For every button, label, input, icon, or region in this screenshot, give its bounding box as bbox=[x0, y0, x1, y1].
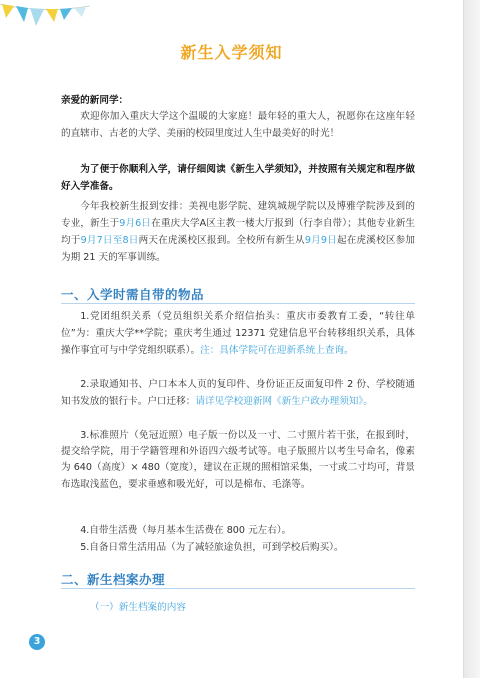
intro-paragraph-2: 为了便于你顺利入学，请仔细阅读《新生入学须知》，并按照有关规定和程序做好入学准备。 bbox=[61, 164, 415, 192]
greeting: 亲爱的新同学： bbox=[61, 95, 129, 106]
page-title: 新生入学须知 bbox=[180, 43, 283, 62]
item-1-text: 1.党团组织关系（党员组织关系介绍信抬头：重庆市委教育工委，“转往单位”为：重庆大学**学院；重庆考生通过 12371 党建信息平台转移组织关系，具体操作事宜可与中学党组织联系）。 bbox=[61, 311, 415, 356]
section-heading-2: 二、新生档案办理 bbox=[61, 572, 166, 587]
date-highlight-3: 9月9日 bbox=[304, 235, 337, 246]
item-2-note: 请详见学校迎新网《新生户政办理须知》。 bbox=[195, 396, 373, 407]
date-highlight-1: 9月6日 bbox=[119, 218, 152, 229]
date-highlight-2: 9月7日至8日 bbox=[80, 235, 139, 246]
intro-paragraph-1: 欢迎你加入重庆大学这个温暖的大家庭！最年轻的重大人，祝愿你在这座年轻的直辖市、古老的大学、美丽的校园里度过人生中最美好的时光！ bbox=[61, 111, 415, 139]
bunting-decoration bbox=[0, 0, 110, 44]
item-2 bbox=[61, 376, 415, 410]
item-1-note: 注：具体学院可在迎新系统上查询。 bbox=[200, 345, 354, 356]
subsection-heading: （一）新生档案的内容 bbox=[90, 602, 186, 613]
intro-paragraph-3 bbox=[61, 198, 415, 266]
schedule-text: 两天在虎溪校区报到。全校所有新生从 bbox=[138, 235, 305, 246]
section-divider bbox=[61, 303, 415, 304]
item-5: 5.自备日常生活用品（为了减轻旅途负担，可到学校后购买）。 bbox=[80, 542, 344, 553]
page-shadow bbox=[464, 0, 480, 678]
section-divider bbox=[61, 588, 415, 589]
item-3: 3.标准照片（免冠近照）电子版一份以及一寸、二寸照片若干张，在报到时，提交给学院，用于学籍管理和外语四六级考试等。电子版照片以考生号命名，像素为 640（高度）× 480（宽度），建议在正规的照相馆采集，一寸或二寸均可，背景布选取浅蓝色，要求垂感和吸光好，可以是棉布、毛涤等。 bbox=[61, 430, 415, 490]
schedule-text: 今年我校新生报到安排：美视电影学院、建筑城规学院以及博雅学院涉及到的专业，新生于 bbox=[61, 201, 415, 229]
schedule-text: 在重庆大学A区主教一楼大厅报到（行李自带）；其他专业新生均于 bbox=[61, 218, 415, 246]
page-number: 3 bbox=[29, 634, 45, 650]
item-1 bbox=[61, 308, 415, 359]
item-2-text: 2.录取通知书、户口本本人页的复印件、身份证正反面复印件 2 份、学校随通知书发放的银行卡。户口迁移： bbox=[61, 379, 415, 407]
item-4: 4.自带生活费（每月基本生活费在 800 元左右）。 bbox=[80, 525, 292, 536]
schedule-text: 起在虎溪校区参加为期 21 天的军事训练。 bbox=[61, 235, 416, 263]
section-heading-1: 一、入学时需自带的物品 bbox=[61, 287, 205, 302]
